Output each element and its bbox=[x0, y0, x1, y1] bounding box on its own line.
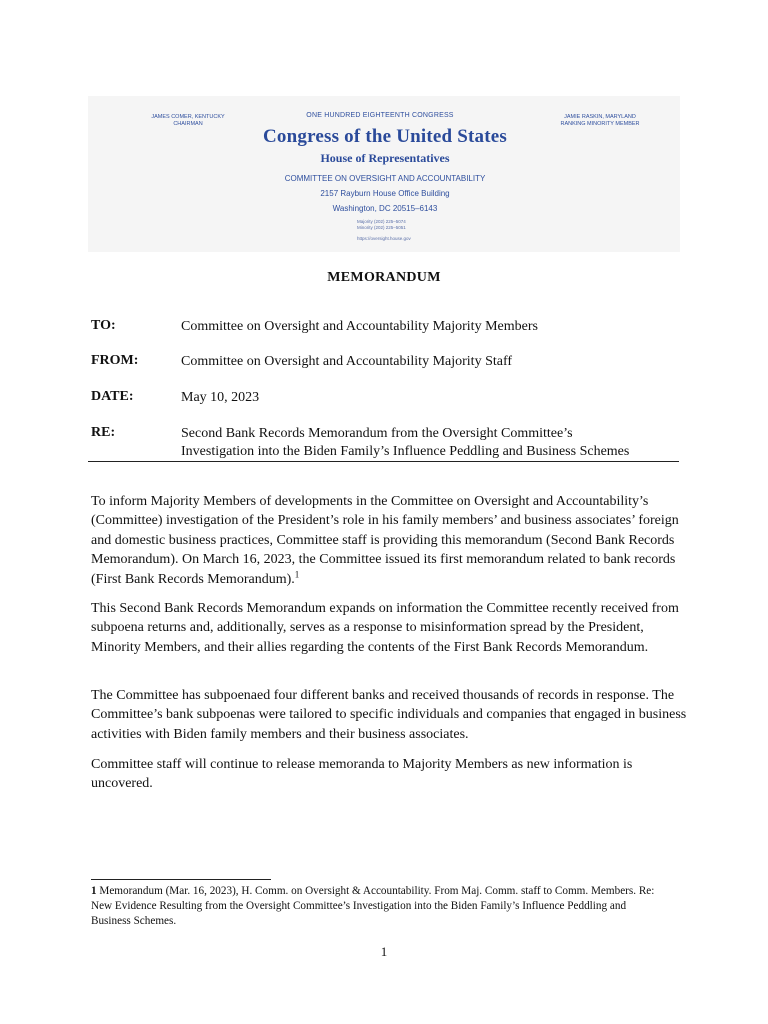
to-label: TO: bbox=[91, 318, 116, 333]
minority-phone: Minority (202) 225–5051 bbox=[357, 225, 406, 230]
footnote-number: 1 bbox=[91, 885, 97, 897]
date-value: May 10, 2023 bbox=[181, 390, 260, 405]
letterhead-title: Congress of the United States bbox=[263, 126, 507, 147]
ranking-title: RANKING MINORITY MEMBER bbox=[560, 121, 640, 127]
footnote-divider bbox=[91, 879, 271, 880]
page-number: 1 bbox=[380, 944, 388, 959]
letterhead-address: 2157 Rayburn House Office Building bbox=[320, 189, 450, 198]
re-line-2: Investigation into the Biden Family’s Influence Peddling and Business Schemes bbox=[181, 444, 630, 459]
header-divider bbox=[88, 461, 679, 462]
body-paragraph-3: The Committee has subpoenaed four different banks and received thousands of records in response. The Committee’s bank subpoenas were tailored to specific individuals and companies that engaged in business activities with Biden family members and their business associates. bbox=[91, 688, 687, 742]
letterhead-chairman bbox=[148, 114, 228, 128]
letterhead-ranking-member bbox=[555, 114, 645, 128]
letterhead-house: House of Representatives bbox=[320, 151, 450, 165]
congress-number: ONE HUNDRED EIGHTEENTH CONGRESS bbox=[306, 112, 454, 119]
letterhead-city: Washington, DC 20515–6143 bbox=[332, 204, 438, 213]
footnote-reference[interactable]: 1 bbox=[294, 568, 300, 579]
re-label: RE: bbox=[91, 425, 116, 440]
body-paragraph-4: Committee staff will continue to release memoranda to Majority Members as new information is uncovered. bbox=[91, 757, 633, 792]
date-label: DATE: bbox=[91, 389, 134, 404]
from-label: FROM: bbox=[91, 353, 139, 368]
from-value: Committee on Oversight and Accountability Majority Staff bbox=[181, 354, 513, 369]
majority-phone: Majority (202) 225–5074 bbox=[357, 219, 406, 224]
letterhead-committee: COMMITTEE ON OVERSIGHT AND ACCOUNTABILITY bbox=[284, 174, 486, 183]
letterhead-url: https://oversight.house.gov bbox=[357, 236, 411, 241]
body-paragraph-1 bbox=[91, 492, 689, 589]
re-line-1: Second Bank Records Memorandum from the Oversight Committee’s bbox=[181, 426, 573, 441]
paragraph-1-text: To inform Majority Members of developments in the Committee on Oversight and Accountability’s (Committee) investigation of the President’s role in his family members’ and business associates’ foreign and domestic business practices, Committee staff is providing this memorandum (Second Bank Records Memorandum). On March 16, 2023, the Committee issued its first memorandum related to bank records (First Bank Records Memorandum). bbox=[91, 494, 679, 587]
to-value: Committee on Oversight and Accountability Majority Members bbox=[181, 319, 538, 334]
chairman-name: JAMES COMER, KENTUCKY bbox=[151, 114, 225, 120]
body-paragraph-2: This Second Bank Records Memorandum expands on information the Committee recently received from subpoena returns and, additionally, serves as a response to misinformation spread by the President, Minority Members, and their allies regarding the contents of the First Bank Records Memorandum. bbox=[91, 601, 679, 655]
re-value bbox=[181, 425, 681, 461]
footnote-text: Memorandum (Mar. 16, 2023), H. Comm. on Oversight & Accountability. From Maj. Comm. staff to Comm. Members. Re: New Evidence Resulting from the Oversight Committee’s Investigation into the Biden Family’s Influence Peddling and Business Schemes. bbox=[91, 885, 655, 927]
ranking-name: JAMIE RASKIN, MARYLAND bbox=[564, 114, 636, 120]
chairman-title: CHAIRMAN bbox=[173, 121, 203, 127]
memo-title: MEMORANDUM bbox=[327, 270, 441, 285]
letterhead-phones bbox=[357, 219, 477, 231]
footnote bbox=[91, 884, 661, 929]
